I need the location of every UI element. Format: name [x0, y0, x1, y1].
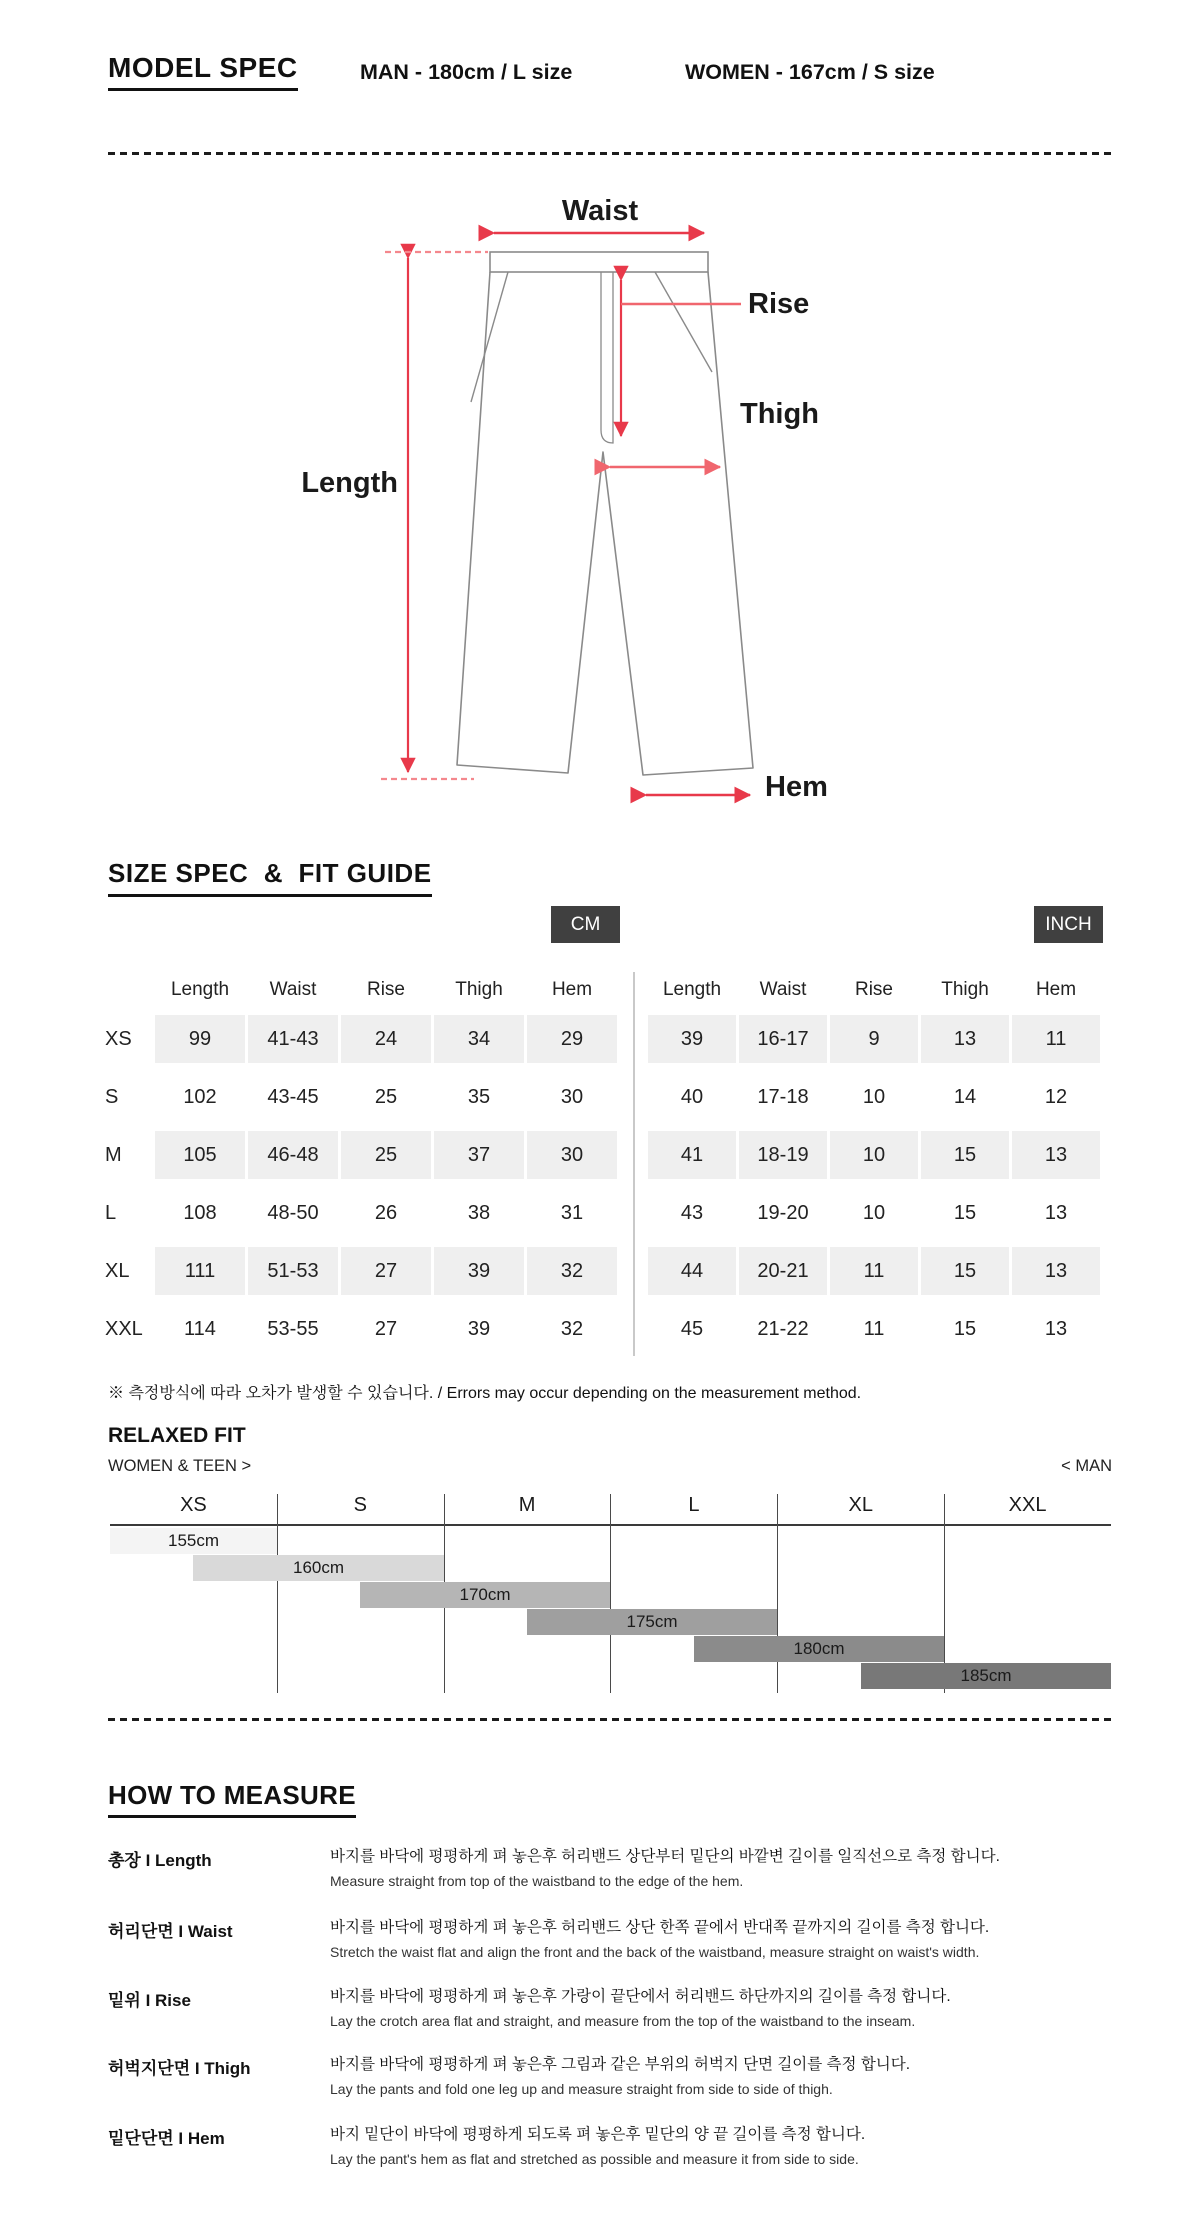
corner-cell: [105, 970, 152, 1010]
row-label: XL: [105, 1259, 130, 1282]
measure-item-label: 허리단면 I Waist: [108, 1922, 233, 1941]
cell: 37: [434, 1131, 524, 1179]
cell: 13: [1044, 1317, 1068, 1340]
cell: 25: [374, 1085, 398, 1108]
height-bar: 175cm: [527, 1609, 777, 1635]
measure-item-kr: 바지를 바닥에 평평하게 펴 놓은후 허리밴드 상단 한쪽 끝에서 반대쪽 끝까지의 길이를 측정 합니다.: [330, 1919, 990, 1936]
cell: 10: [862, 1085, 886, 1108]
cell: 15: [953, 1317, 977, 1340]
cell: 44: [648, 1247, 736, 1295]
measure-item-en: Lay the pants and fold one leg up and measure straight from side to side of thigh.: [330, 2081, 833, 2097]
cell: 21-22: [757, 1317, 809, 1340]
cell: 43: [680, 1201, 704, 1224]
cell: 34: [434, 1015, 524, 1063]
cell: 43-45: [267, 1085, 319, 1108]
cell: 11: [830, 1247, 918, 1295]
cell: 12: [1044, 1085, 1068, 1108]
measure-item-kr: 바지를 바닥에 평평하게 펴 놓은후 가랑이 끝단에서 허리밴드 하단까지의 길이를 측정 합니다.: [330, 1988, 951, 2005]
fit-guide-right-label: < MAN: [1061, 1457, 1112, 1475]
fit-guide-left-label: WOMEN & TEEN >: [108, 1457, 252, 1475]
right-pocket-line: [655, 272, 712, 372]
column-header: Waist: [759, 979, 807, 1000]
cell: 24: [341, 1015, 431, 1063]
column-header: Thigh: [455, 979, 503, 1000]
fit-guide-title: RELAXED FIT: [108, 1424, 246, 1447]
height-bar: 180cm: [694, 1636, 944, 1662]
cell: 48-50: [267, 1201, 319, 1224]
measure-item-en: Stretch the waist flat and align the front and the back of the waistband, measure straight on waist's width.: [330, 1944, 980, 1960]
measure-item: [330, 1846, 1110, 1890]
cell: 10: [830, 1131, 918, 1179]
waistband-outline: [490, 252, 708, 272]
rise-label: Rise: [748, 288, 810, 320]
hem-label: Hem: [765, 771, 828, 803]
measure-item-kr: 바지를 바닥에 평평하게 펴 놓은후 허리밴드 상단부터 밑단의 바깥변 길이를 일직선으로 측정 합니다.: [330, 1848, 1000, 1865]
measure-item-kr: 바지를 바닥에 평평하게 펴 놓은후 그림과 같은 부위의 허벅지 단면 길이를 측정 합니다.: [330, 2056, 911, 2073]
left-pocket-line: [471, 272, 508, 402]
cell: 111: [155, 1247, 245, 1295]
size-column-label: L: [688, 1494, 700, 1516]
cell: 20-21: [739, 1247, 827, 1295]
row-label: XS: [105, 1027, 132, 1050]
size-column-label: S: [353, 1494, 367, 1516]
cell: 46-48: [248, 1131, 338, 1179]
measure-item-label: 허벅지단면 I Thigh: [108, 2059, 251, 2078]
measure-item: [330, 1986, 1110, 2030]
fit-size-chart: [110, 1494, 1111, 1694]
cell: 31: [560, 1201, 584, 1224]
model-spec-title: MODEL SPEC: [108, 52, 298, 91]
cell: 39: [648, 1015, 736, 1063]
cell: 41-43: [248, 1015, 338, 1063]
cell: 53-55: [267, 1317, 319, 1340]
cell: 19-20: [757, 1201, 809, 1224]
size-column-label: XL: [848, 1494, 873, 1516]
measure-item-en: Lay the crotch area flat and straight, and measure from the top of the waistband to the inseam.: [330, 2013, 916, 2029]
cell: 11: [1012, 1015, 1100, 1063]
cell: 114: [184, 1317, 216, 1340]
cell: 41: [648, 1131, 736, 1179]
length-label: Length: [301, 467, 398, 499]
cell: 15: [921, 1131, 1009, 1179]
cell: 15: [953, 1201, 977, 1224]
cell: 15: [921, 1247, 1009, 1295]
cell: 29: [527, 1015, 617, 1063]
cell: 32: [527, 1247, 617, 1295]
cell: 9: [830, 1015, 918, 1063]
measure-item-label: 총장 I Length: [108, 1851, 212, 1870]
pants-measure-diagram: [0, 0, 1200, 830]
measure-item: [330, 2054, 1110, 2098]
cell: 105: [155, 1131, 245, 1179]
row-label: M: [105, 1143, 122, 1166]
row-label: S: [105, 1085, 119, 1108]
size-column-label: M: [518, 1494, 536, 1516]
cell: 39: [467, 1317, 491, 1340]
cell: 39: [434, 1247, 524, 1295]
cell: 10: [862, 1201, 886, 1224]
column-header: Waist: [269, 979, 317, 1000]
cell: 13: [1012, 1247, 1100, 1295]
cell: 38: [467, 1201, 491, 1224]
measure-item-en: Lay the pant's hem as flat and stretched as possible and measure it from side to side.: [330, 2151, 859, 2167]
height-bar: 155cm: [110, 1528, 277, 1554]
column-header: Length: [662, 979, 722, 1000]
waist-label: Waist: [561, 195, 639, 227]
height-bar: 170cm: [360, 1582, 610, 1608]
inch-table: [648, 970, 1100, 1358]
measure-item-label: 밑위 I Rise: [108, 1991, 191, 2010]
measure-item: [330, 2124, 1110, 2168]
inch-badge: INCH: [1034, 906, 1103, 943]
how-to-measure-title: HOW TO MEASURE: [108, 1780, 356, 1818]
cell: 13: [1044, 1201, 1068, 1224]
pants-outline: [457, 272, 753, 775]
column-header: Hem: [551, 979, 593, 1000]
cell: 45: [680, 1317, 704, 1340]
model-spec-man: MAN - 180cm / L size: [360, 60, 573, 84]
chart-grid-line: [277, 1494, 278, 1693]
row-label: L: [105, 1201, 117, 1224]
size-column-label: XS: [180, 1494, 207, 1516]
cell: 99: [155, 1015, 245, 1063]
cell: 17-18: [757, 1085, 809, 1108]
cell: 27: [341, 1247, 431, 1295]
cell: 27: [374, 1317, 398, 1340]
cell: 40: [680, 1085, 704, 1108]
size-spec-title: SIZE SPEC & FIT GUIDE: [108, 858, 432, 897]
measurement-note: ※ 측정방식에 따라 오차가 발생할 수 있습니다. / Errors may occur depending on the measurement method.: [108, 1385, 862, 1402]
column-header: Length: [170, 979, 230, 1000]
column-header: Hem: [1035, 979, 1077, 1000]
measure-item-label: 밑단단면 I Hem: [108, 2129, 225, 2148]
cell: 32: [560, 1317, 584, 1340]
chart-grid-line: [777, 1494, 778, 1693]
height-bar: 160cm: [193, 1555, 444, 1581]
measure-item-kr: 바지 밑단이 바닥에 평평하게 되도록 펴 놓은후 밑단의 양 끝 길이를 측정 합니다.: [330, 2126, 866, 2143]
chart-grid-line: [610, 1494, 611, 1693]
cell: 16-17: [739, 1015, 827, 1063]
cell: 13: [921, 1015, 1009, 1063]
table-divider: [633, 972, 635, 1356]
cm-badge: CM: [551, 906, 620, 943]
cell: 18-19: [739, 1131, 827, 1179]
cell: 14: [953, 1085, 977, 1108]
row-label: XXL: [105, 1317, 143, 1340]
cell: 51-53: [248, 1247, 338, 1295]
measure-item-en: Measure straight from top of the waistband to the edge of the hem.: [330, 1873, 744, 1889]
height-bar: 185cm: [861, 1663, 1111, 1689]
column-header: Rise: [366, 979, 405, 1000]
size-column-label: XXL: [1008, 1494, 1047, 1516]
cell: 26: [374, 1201, 398, 1224]
bottom-dashed-separator: [108, 1718, 1112, 1721]
model-spec-women: WOMEN - 167cm / S size: [685, 60, 935, 84]
cell: 30: [560, 1085, 584, 1108]
cell: 25: [341, 1131, 431, 1179]
cell: 108: [183, 1201, 217, 1224]
fly-line: [601, 272, 613, 443]
cell: 30: [527, 1131, 617, 1179]
cell: 11: [863, 1317, 885, 1340]
cm-table: [105, 970, 617, 1358]
cell: 35: [467, 1085, 491, 1108]
thigh-label: Thigh: [740, 398, 819, 430]
cell: 102: [183, 1085, 217, 1108]
measure-item: [330, 1917, 1110, 1961]
column-header: Rise: [854, 979, 893, 1000]
cell: 13: [1012, 1131, 1100, 1179]
column-header: Thigh: [941, 979, 989, 1000]
